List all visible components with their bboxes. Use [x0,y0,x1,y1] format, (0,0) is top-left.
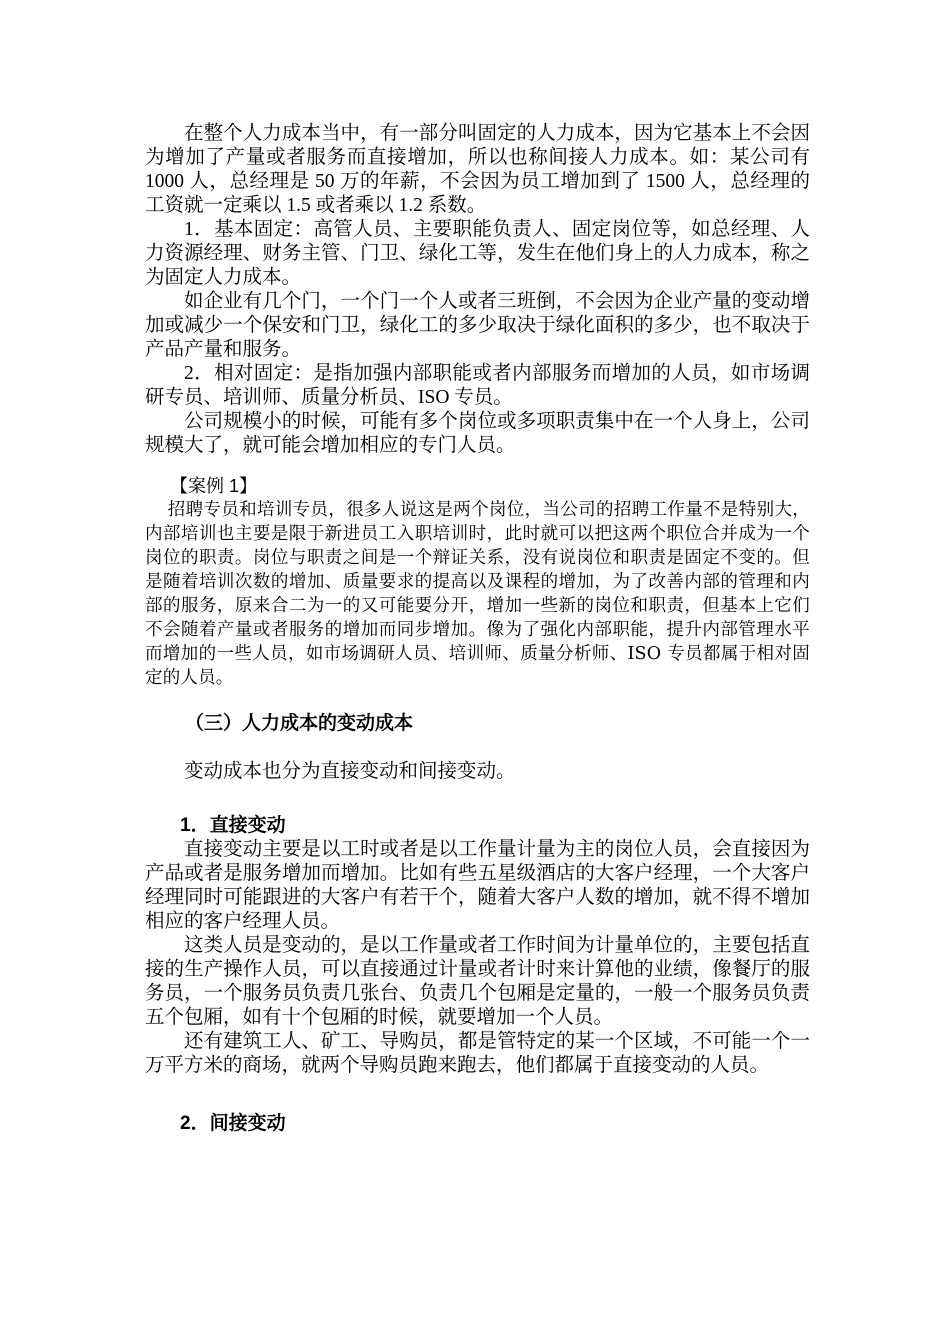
intro-section [145,122,810,458]
subsection-body [145,838,810,1078]
case-text: 招聘专员和培训专员，很多人说这是两个岗位，当公司的招聘工作量不是特别大，内部培训也主要是限于新进员工入职培训时，此时就可以把这两个职位合并成为一个岗位的职责。岗位与职责之间是一个辩证关系，没有说岗位和职责是固定不变的。但是随着培训次数的增加、质量要求的提高以及课程的增加，为了改善内部的管理和内部的服务，原来合二为一的又可能要分开，增加一些新的岗位和职责，但基本上它们不会随着产量或者服务的增加而同步增加。像为了强化内部职能，提升内部管理水平而增加的一些人员，如市场调研人员、培训师、质量分析师、ISO 专员都属于相对固定的人员。 [145,500,810,688]
paragraph: 这类人员是变动的，是以工作量或者工作时间为计量单位的，主要包括直接的生产操作人员，可以直接通过计量或者计时来计算他的业绩，像餐厅的服务员，一个服务员负责几张台、负责几个包厢是定量的，一般一个服务员负责五个包厢，如有十个包厢的时候，就要增加一个人员。 [145,935,810,1028]
section-heading: （三）人力成本的变动成本 [185,713,414,734]
paragraph: 直接变动主要是以工时或者是以工作量计量为主的岗位人员，会直接因为产品或者是服务增加而增加。比如有些五星级酒店的大客户经理，一个大客户经理同时可能跟进的大客户有若干个，随着大客户人数的增加，就不得不增加相应的客户经理人员。 [145,839,810,932]
paragraph: 还有建筑工人、矿工、导购员，都是管特定的某一个区域，不可能一个一万平方米的商场，就两个导购员跑来跑去，他们都属于直接变动的人员。 [145,1031,810,1076]
section-intro-wrap [145,760,810,784]
paragraph: 1．基本固定：高管人员、主要职能负责人、固定岗位等，如总经理、人力资源经理、财务主管、门卫、绿化工等，发生在他们身上的人力成本，称之为固定人力成本。 [145,219,810,288]
paragraph: 2．相对固定：是指加强内部职能或者内部服务而增加的人员，如市场调研专员、培训师、质量分析员、ISO 专员。 [145,363,810,408]
section-intro: 变动成本也分为直接变动和间接变动。 [184,761,516,782]
paragraph: 在整个人力成本当中，有一部分叫固定的人力成本，因为它基本上不会因为增加了产量或者服务而直接增加，所以也称间接人力成本。如：某公司有 1000 人，总经理是 50 万的年薪，不会因为员工增加到了 1500 人，总经理的工资就一定乘以 1.5 或者乘以 1.2 系数。 [145,123,810,216]
subsection-heading: 2．间接变动 [180,1113,286,1134]
case-label: 【案例 1】 [170,476,258,496]
subsection-heading: 1．直接变动 [180,815,286,836]
paragraph: 如企业有几个门，一个门一个人或者三班倒，不会因为企业产量的变动增加或减少一个保安和门卫，绿化工的多少取决于绿化面积的多少，也不取决于产品产量和服务。 [145,291,810,360]
paragraph: 公司规模小的时候，可能有多个岗位或多项职责集中在一个人身上，公司规模大了，就可能会增加相应的专门人员。 [145,411,810,456]
